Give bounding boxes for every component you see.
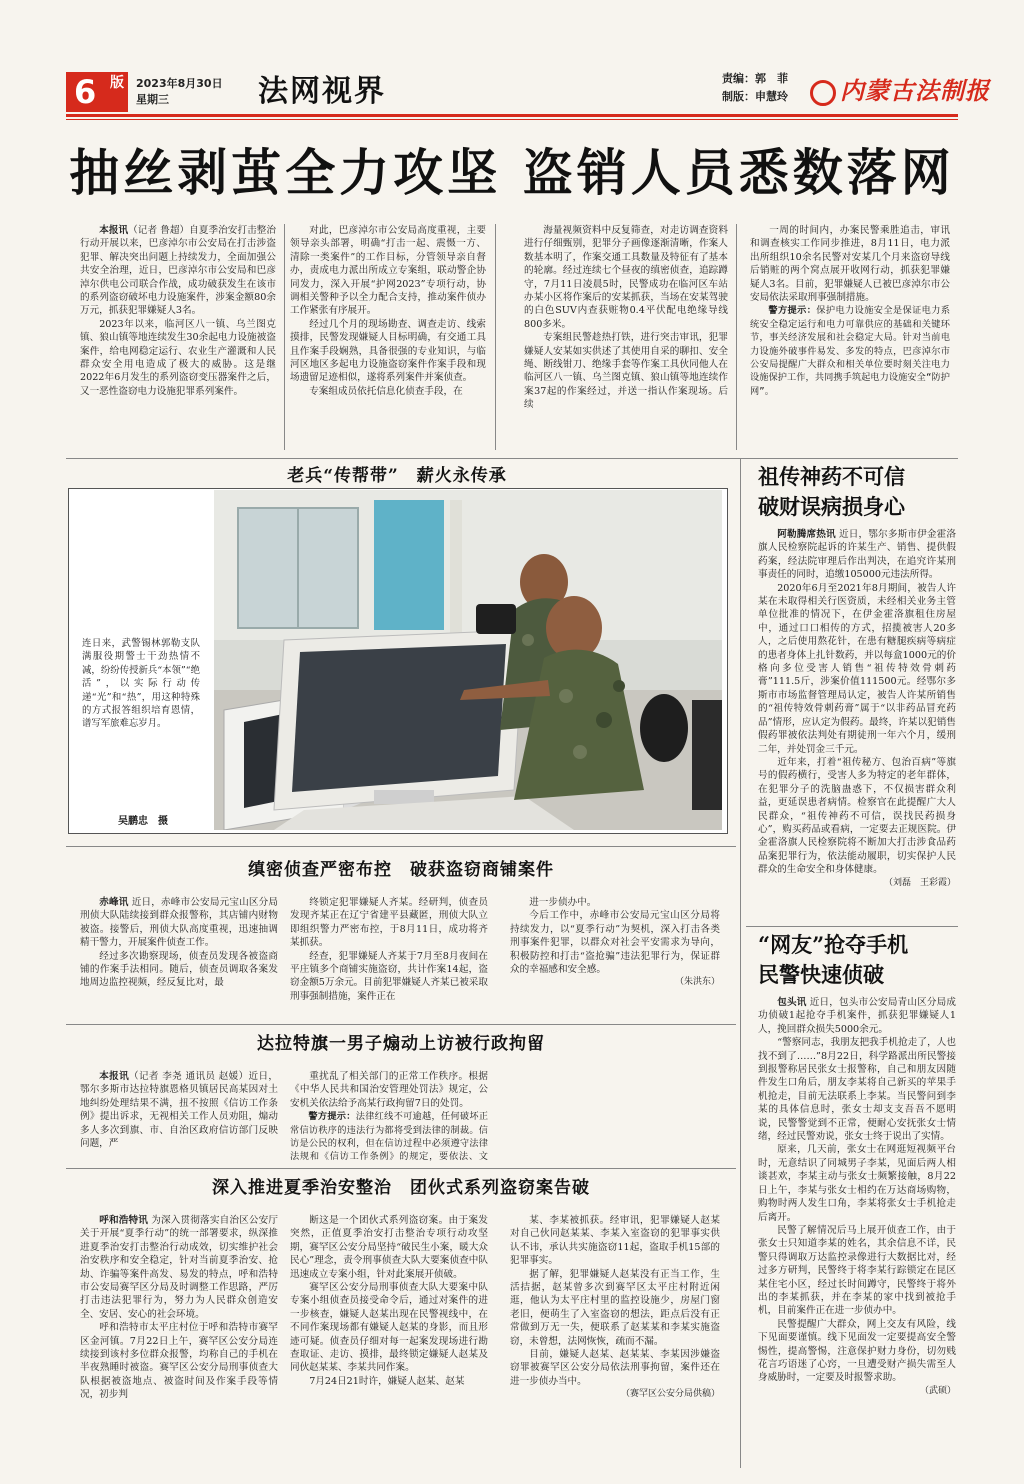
column-divider — [495, 224, 496, 450]
section-divider — [66, 458, 958, 459]
photo-headline: 老兵“传帮带” 薪火永传承 — [287, 466, 507, 486]
producer: 制版：申慧玲 — [722, 90, 788, 103]
paragraph: 重扰乱了相关部门的正常工作秩序。根据《中华人民共和国治安管理处罚法》规定，公安机关依法给予高某行政拘留7日的处罚。 — [290, 1071, 488, 1109]
lead-column-3 — [524, 224, 728, 454]
masthead-rule — [66, 114, 958, 117]
paragraph: “警察同志，我朋友把我手机抢走了，人也找不到了……”8月22日，科学路派出所民警接到报警称居民张女士报警称，自己和朋友因随件发生口角后，朋友李某将自己新买的苹果手机抢走，目前无法联系上李某。当民警问到李某的具体信息时，张女士却支支吾吾不愿明说，民警警觉到不正常，便耐心安抚张女士情绪，经过民警劝说，张女士终于说出了实情。 — [758, 1037, 956, 1143]
paragraph: 对此，巴彦淖尔市公安局高度重视，主要领导亲头部署，明确“打击一起、震慑一方、清除一类案件”的工作目标，分管领导亲自督办，责成电力派出所成立专案组，联动警企协同发力，深入开展“护网2023”专项行动，协调相关警种予以全力配合支持，推动案件侦办工作紧张有序展开。 — [290, 225, 486, 317]
theft-column-3 — [510, 1214, 720, 1468]
paragraph: 一周的时间内，办案民警乘胜追击，审讯和调查核实工作同步推进，8月11日，电力派出所组织10余名民警对安某几个月来盗窃导线后销赃的两个窝点展开收网行动，抓获犯罪嫌疑人3名。目前，犯罪嫌疑人已被巴彦淖尔市公安局依法采取刑事强制措施。 — [750, 225, 950, 304]
lead-column-4-body — [750, 224, 950, 304]
petition-headline: 达拉特旗一男子煽动上访被行政拘留 — [257, 1034, 545, 1054]
editor: 责编：郭 菲 — [722, 72, 788, 85]
paragraph: 目前，嫌疑人赵某、赵某某、李某因涉嫌盗窃罪被赛罕区公安分局依法刑事拘留，案件还在进一步侦办当中。 — [510, 1349, 720, 1387]
paragraph: 7月24日21时许，嫌疑人赵某、赵某 — [309, 1375, 465, 1387]
medicine-headline-line-1: 祖传神药不可信 — [758, 464, 905, 489]
byline: 包头讯 — [777, 997, 807, 1008]
section-title: 法网视界 — [258, 74, 386, 109]
page-label: 版 — [110, 75, 124, 91]
phone-body-text — [758, 996, 956, 1385]
masthead-rule-thin — [66, 119, 958, 120]
paragraph: 经过多次勘察现场，侦查员发现各被盗商铺的作案手法相同。随后，侦查员调取各案发地周边监控视频，经反复比对，最 — [80, 950, 278, 989]
paragraph: 终锁定犯罪嫌疑人齐某。经研判，侦查员发现齐某正在辽宁省建平县藏匿，刑侦大队立即组织警力严密布控，于8月11日，成功将齐某抓获。 — [290, 897, 488, 949]
phone-headline — [758, 930, 958, 990]
paragraph: 专案组成员依托信息化侦查手段，在 — [309, 385, 463, 397]
paper-logo — [810, 74, 990, 108]
byline: 呼和浩特讯 — [99, 1215, 149, 1226]
paragraph: 包头讯 近日，包头市公安局青山区分局成功侦破1起抢夺手机案件，抓获犯罪嫌疑人1人，挽回群众损失5000余元。 — [758, 997, 956, 1035]
paragraph: 某、李某被抓获。经审讯，犯罪嫌疑人赵某对自己伙同赵某某、李某入室盗窃的犯罪事实供认不讳，承认共实施盗窃11起，盗取手机15部的犯罪事实。 — [510, 1215, 720, 1267]
medicine-headline-line-2: 破财误病损身心 — [758, 494, 905, 519]
paragraph: 本报讯（记者 鲁超）自夏季治安打击整治行动开展以来，巴彦淖尔市公安局在打击涉盗犯罪、解决突出问题上持续发力，全面加强公共安全治理，近日，巴彦淖尔市公安局和巴彦淖尔供电公司联合作战，成功破获发生在该市的系列盗窃破坏电力设施案件，涉案金额80余万元，抓获犯罪嫌疑人3名。 — [80, 225, 276, 317]
theft-credit: （赛罕区公安分局供稿） — [620, 1389, 720, 1400]
petition-column-2 — [290, 1070, 488, 1164]
paper-logo-icon — [810, 80, 836, 106]
shop-column-1 — [80, 896, 278, 1018]
paragraph: 民警了解情况后马上展开侦查工作，由于张女士只知道李某的姓名，其余信息不详，民警只得调取万达监控录像进行大数据比对，经过多方研判，民警终于将李某行踪锁定在昆区某住宅小区，经过长时间蹲守，民警终于将外出的李某抓获，并在李某的家中找到被抢手机，目前案件正在进一步侦办中。 — [758, 1224, 956, 1317]
paragraph: 赤峰讯 近日，赤峰市公安局元宝山区分局刑侦大队陆续接到群众报警称，其店铺内财物被盗。接警后，刑侦大队高度重视，迅速抽调精干警力，开展案件侦查工作。 — [80, 897, 278, 949]
paragraph: 赛罕区公安分局刑事侦查大队大要案中队专案小组侦查员接受命令后，通过对案件的进一步核查，嫌疑人赵某出现在民警视线中，在不同作案现场都有嫌疑人赵某的身影，而且形迹可疑。侦查员仔细对每一起案发现场进行勘查取证、走访、摸排，最终锁定嫌疑人赵某及同伙赵某某、李某共同作案。 — [290, 1282, 488, 1374]
paragraph: 经过几个月的现场勘查、调查走访、线索摸排，民警发现嫌疑人目标明确，有交通工具且作案手段娴熟，具备很强的专业知识，与临河区地区多起电力设施盗窃案件作案手段和现场遗留足迹相似，遂将系列案件并案侦查。 — [290, 318, 486, 384]
photo-credit: 吴鹏忠 摄 — [118, 816, 168, 827]
shop-credit: （朱洪东） — [674, 977, 720, 988]
medicine-body — [758, 528, 956, 920]
byline: 赤峰讯 — [99, 897, 129, 908]
theft-column-3-body — [510, 1214, 720, 1388]
lead-column-4 — [750, 224, 950, 454]
paragraph: 近年来，打着“祖传秘方、包治百病”等旗号的假药横行，受害人多为特定的老年群体，在犯罪分子的洗脑蛊惑下，不仅损害群众利益，更延误患者病情。检察官在此提醒广大人民群众，“祖传神药不可信，误找民药损身心”，购买药品或看病，一定要去正规医院。伊金霍洛旗人民检察院将不断加大打击涉食品药品案犯罪行为，依法能动履职，切实保护人民群众的生命安全和身体健康。 — [758, 756, 956, 876]
photo-illustration — [214, 490, 722, 830]
petition-column-1 — [80, 1070, 278, 1164]
medicine-headline — [758, 462, 958, 522]
paper-name: 内蒙古法制报 — [840, 76, 990, 105]
paragraph: 民警提醒广大群众，网上交友有风险，线下见面要谨慎。线下见面发一定要提高安全警惕性，提高警惕，注意保护财力身份，切勿贱花言巧语迷了心窍，一旦遭受财产损失需至人身威胁时，一定要及时报警求助。 — [758, 1318, 956, 1384]
petition-tip-label: 警方提示： — [308, 1111, 356, 1123]
theft-headline: 深入推进夏季治安整治 团伙式系列盗窃案告破 — [212, 1178, 590, 1198]
section-divider — [746, 926, 958, 927]
lead-column-2 — [290, 224, 486, 454]
paragraph: 经查，犯罪嫌疑人齐某于7月至8月夜间在平庄镇多个商铺实施盗窃，共计作案14起，盗窃金额5万余元。目前犯罪嫌疑人齐某已被采取刑事强制措施，案件正在 — [290, 950, 488, 1002]
lead-tip-label: 警方提示： — [768, 305, 817, 317]
phone-body — [758, 996, 956, 1468]
page-number-tab — [66, 72, 128, 112]
paragraph: 原来，几天前，张女士在网逛短视频平台时，无意结识了同城男子李某，见面后两人相谈甚欢，李某主动与张女士频繁接触，8月22日上午，李某与张女士相约在万达商场购物，购物时两人发生口角，李某将张女士手机抢走后离开。 — [758, 1144, 956, 1223]
petition-police-tip — [290, 1110, 488, 1164]
shop-column-2 — [290, 896, 488, 1018]
lead-headline: 抽丝剥茧全力攻坚 盗销人员悉数落网 — [69, 143, 955, 202]
section-divider — [66, 1168, 736, 1169]
page-number: 6 — [74, 73, 97, 111]
paragraph: 呼和浩特市太平庄村位于呼和浩特市赛罕区金河镇。7月22日上午，赛罕区公安分局连续接到该村多位群众报警，均称自己的手机在半夜熟睡时被盗。赛罕区公安分局刑事侦查大队根据被盗地点、被盗时间及作案手段等情况，初步判 — [80, 1322, 278, 1401]
paragraph: 断这是一个团伙式系列盗窃案。由于案发突然，正值夏季治安打击整治专项行动攻坚期，赛罕区公安分局坚持“破民生小案，暖大众民心”理念，责令刑事侦查大队大要案侦查中队迅速成立专案小组，针对此案展开侦破。 — [290, 1215, 488, 1280]
theft-column-2 — [290, 1214, 488, 1468]
section-divider — [66, 846, 736, 847]
paragraph: 进一步侦办中。 — [529, 897, 597, 908]
issue-date: 2023年8月30日 — [136, 77, 223, 90]
byline: 本报讯 — [99, 225, 129, 236]
lead-column-1 — [80, 224, 276, 454]
lead-tip-text: 保护电力设施安全是保证电力系统安全稳定运行和电力可靠供应的基础和关键环节，事关经济发展和社会稳定大局。针对当前电力设施外破事件易发、多发的特点，巴彦淖尔市公安局提醒广大群众和相关单位要时刻关注电力设施保护工作，共同携手筑起电力设施安全“防护网”。 — [750, 305, 950, 397]
paragraph: 2020年6月至2021年8月期间，被告人许某在未取得相关行医资质，未经相关业务主管单位批准的情况下，在伊金霍洛旗租住房屋中，通过口口相传的方式，招揽被害人20多人，之后使用熬花针，在患有糖腿疾病等病症的患者身体上扎针数药，并以每盒1000元的价格向多位受害人销售“祖传特效骨刺药膏”111.5斤，涉案价值111500元。经鄂尔多斯市市场监督管理局认定，被告人许某所销售的“祖传特效骨刺药膏”属于“以非药品冒充药品”情形，应认定为假药。最终，许某以犯销售假药罪被依法判处有期徒刑一年六个月，缓刑二年，并处罚金三千元。 — [758, 582, 956, 755]
shop-column-3-body — [510, 896, 720, 976]
phone-credit: （武硕） — [919, 1385, 956, 1396]
paragraph: 本报讯（记者 李尧 通讯员 赵媛）近日，鄂尔多斯市达拉特旗恩格贝镇居民高某因对土地纠纷处理结果不满，扭不按照《信访工作条例》提出诉求，无视相关工作人员劝阻，煽动多人多次到旗、市、自治区政府信访部门反映问题，严 — [80, 1071, 278, 1150]
paragraph: 专案组民警趁热打铁，进行突击审讯，犯罪嫌疑人安某如实供述了其使用自采的聊扣、安全绳、断线钳刀、绝缘手套等作案工具伙同他人在临河区八一镇、乌兰图克镇、狼山镇等地连续作案37起的作案经过，并送一指认作案现场。后续 — [524, 332, 728, 411]
paragraph: 据了解，犯罪嫌疑人赵某没有正当工作，生活拮据，赵某曾多次到赛罕区太平庄村附近闲逛，他认为太平庄村里的监控设施少，房屋门窗老旧，便萌生了入室盗窃的想法，距点后没有正常做到万无一失，便联系了赵某某和李某实施盗窃，未曾想，法网恢恢，疏而不漏。 — [510, 1268, 720, 1347]
phone-headline-line-1: “网友”抢夺手机 — [758, 932, 909, 957]
medicine-credit: （刘磊 王彩霞） — [883, 877, 956, 888]
byline: 本报讯 — [99, 1071, 130, 1082]
column-divider — [736, 224, 737, 450]
photo-caption: 连日来，武警锡林郭勒支队满服役期警士干劲热情不减，纷纷传授新兵“本领”“绝活”，以实际行动传递“光”和“热”，用这种特殊的方式报答组织培育恩情，谱写军旅难忘岁月。 — [82, 638, 200, 730]
petition-column-2-body — [290, 1070, 488, 1110]
issue-weekday: 星期三 — [136, 93, 169, 106]
petition-column-3 — [510, 1070, 720, 1164]
editor-credits — [722, 70, 788, 106]
section-divider — [66, 1024, 736, 1025]
paragraph: 呼和浩特讯 为深入贯彻落实自治区公安厅关于开展“夏季行动”的统一部署要求，纵深推进夏季治安打击整治行动成效，切实维护社会治安秩序和安全稳定，针对当前夏季治安、抢劫、诈骗等案件高发、易发的特点，呼和浩特市公安局赛罕区分局及时调整工作思路，严厉打击违法犯罪行为，努力为人民群众创造安全、安居、安心的社会环境。 — [80, 1215, 278, 1320]
issue-date-block — [136, 76, 223, 108]
shop-headline: 缜密侦查严密布控 破获盗窃商铺案件 — [248, 860, 554, 880]
byline: 阿勒腾席热讯 — [777, 529, 836, 540]
petition-tip-text: 法律红线不可逾越，任何破坏正常信访秩序的违法行为都将受到法律的制裁。信访是公民的权利，但在信访过程中必须遵守法律法规和《信访工作条例》的规定，要依法、文 — [290, 1111, 488, 1163]
paragraph: 阿勒腾席热讯 近日，鄂尔多斯市伊金霍洛旗人民检察院起诉的许某生产、销售、提供假药案，经法院审理后作出判决，在追究许某刑事责任的同时，追缴105000元违法所得。 — [758, 529, 956, 581]
lead-police-tip — [750, 304, 950, 398]
sidebar-divider — [740, 458, 741, 1468]
theft-column-1 — [80, 1214, 278, 1468]
paragraph: 海量视频资料中反复筛查，对走访调查资料进行仔细甄别，犯罪分子画像逐渐清晰，作案人数基本明了，作案交通工具数量及特征有了基本的轮廓。经过连续七个昼夜的缜密侦查，追踪蹲守，7月11日凌晨5时，民警成功在临河区车站办某小区将作案后的安某抓获，当场在安某驾驶的白色SUV内查获赃物0.4平伏配电绝缘导线800多米。 — [524, 225, 728, 330]
shop-column-3 — [510, 896, 720, 1020]
phone-headline-line-2: 民警快速侦破 — [758, 962, 884, 987]
column-divider — [284, 224, 285, 450]
medicine-body-text — [758, 528, 956, 877]
paragraph: 今后工作中，赤峰市公安局元宝山区分局将持续发力，以“夏季行动”为契机，深入打击各类刑事案件犯罪，以群众对社会平安需求为导向，积极防控和打击“盗抢骗”违法犯罪行为，保证群众的幸福感和安全感。 — [510, 910, 720, 976]
photo-soldiers-at-computer — [214, 490, 722, 830]
paragraph: 2023年以来，临河区八一镇、乌兰图克镇、狼山镇等地连续发生30余起电力设施被盗案件，给电网稳定运行、农业生产灌溉和人民群众安全用电造成了极大的威胁。这是继2022年6月发生的系列盗窃变压器案件之后，又一恶性盗窃电力设施犯罪系列案件。 — [80, 318, 276, 397]
